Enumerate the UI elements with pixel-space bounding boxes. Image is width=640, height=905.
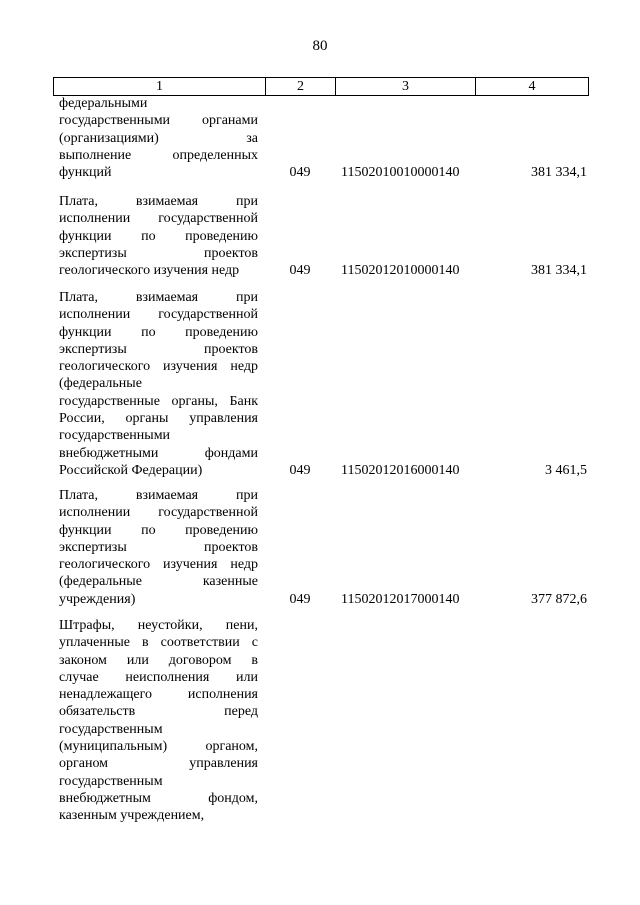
description-line: государственным xyxy=(59,721,163,737)
row-col3: 11502010010000140 xyxy=(341,165,460,181)
table-row xyxy=(59,193,587,279)
row-description xyxy=(59,617,258,825)
table-row xyxy=(59,289,587,479)
header-col-3: 3 xyxy=(335,78,475,95)
row-description xyxy=(59,487,258,608)
description-line: органом управления xyxy=(59,756,258,772)
description-line: исполнении государственной xyxy=(59,307,258,323)
description-line: Плата, взимаемая при xyxy=(59,194,258,209)
row-col2: 049 xyxy=(289,463,311,478)
description-line: казенным учреждением, xyxy=(59,808,205,824)
description-line: функции по проведению xyxy=(59,324,258,340)
description-line: Российской Федерации) xyxy=(59,462,203,478)
row-col4: 381 334,1 xyxy=(531,165,587,181)
row-col2: 049 xyxy=(289,591,311,607)
row-col3: 11502012010000140 xyxy=(341,263,460,279)
description-line: уплаченные в соответствии с xyxy=(59,635,258,651)
row-col4: 3 461,5 xyxy=(545,463,587,478)
row-description xyxy=(59,95,258,181)
description-line: исполнении государственной xyxy=(59,505,258,521)
description-line: (федеральные xyxy=(59,376,142,392)
description-line: федеральными xyxy=(59,96,148,111)
description-line: внебюджетным фондом, xyxy=(59,790,258,806)
description-line: обязательств перед xyxy=(59,704,258,720)
description-line: исполнении государственной xyxy=(59,211,258,227)
description-line: случае неисполнения или xyxy=(59,669,258,685)
description-line: функций xyxy=(59,165,112,181)
description-line: внебюджетными фондами xyxy=(59,445,258,461)
row-description xyxy=(59,193,258,279)
description-line: экспертизы проектов xyxy=(59,341,258,357)
description-line: геологического изучения недр xyxy=(59,359,258,375)
description-line: России, органы управления xyxy=(59,411,258,427)
description-line: законом или договором в xyxy=(59,652,258,668)
page-number: 80 xyxy=(312,38,328,54)
description-line: функции по проведению xyxy=(59,522,258,538)
description-line: Плата, взимаемая при xyxy=(59,488,258,503)
description-line: функции по проведению xyxy=(59,228,258,244)
row-col2: 049 xyxy=(289,263,311,279)
header-col-2: 2 xyxy=(265,78,335,95)
description-line: геологического изучения недр xyxy=(59,263,240,279)
description-line: Плата, взимаемая при xyxy=(59,290,258,305)
row-col2: 049 xyxy=(289,165,311,181)
description-line: ненадлежащего исполнения xyxy=(59,687,258,703)
description-line: выполнение определенных xyxy=(59,147,258,163)
description-line: Штрафы, неустойки, пени, xyxy=(59,618,258,633)
description-line: экспертизы проектов xyxy=(59,539,258,555)
description-line: (федеральные казенные xyxy=(59,574,258,590)
row-col3: 11502012017000140 xyxy=(341,591,460,607)
row-col3: 11502012016000140 xyxy=(341,463,460,478)
table-row xyxy=(59,487,587,608)
table-header xyxy=(53,77,589,96)
description-line: государственным xyxy=(59,773,163,789)
header-col-1: 1 xyxy=(156,79,163,94)
description-line: экспертизы проектов xyxy=(59,245,258,261)
description-line: учреждения) xyxy=(59,591,136,607)
description-line: государственные органы, Банк xyxy=(59,393,258,409)
description-line: государственными органами xyxy=(59,113,258,129)
description-line: государственными xyxy=(59,428,171,444)
description-line: (муниципальным) органом, xyxy=(59,739,258,755)
row-description xyxy=(59,289,258,479)
row-col4: 377 872,6 xyxy=(531,591,587,607)
table-row xyxy=(59,95,587,181)
description-line: геологического изучения недр xyxy=(59,557,258,573)
row-col4: 381 334,1 xyxy=(531,263,587,279)
description-line: (организациями) за xyxy=(59,130,258,146)
table-row xyxy=(59,617,587,825)
header-col-4: 4 xyxy=(475,78,588,95)
